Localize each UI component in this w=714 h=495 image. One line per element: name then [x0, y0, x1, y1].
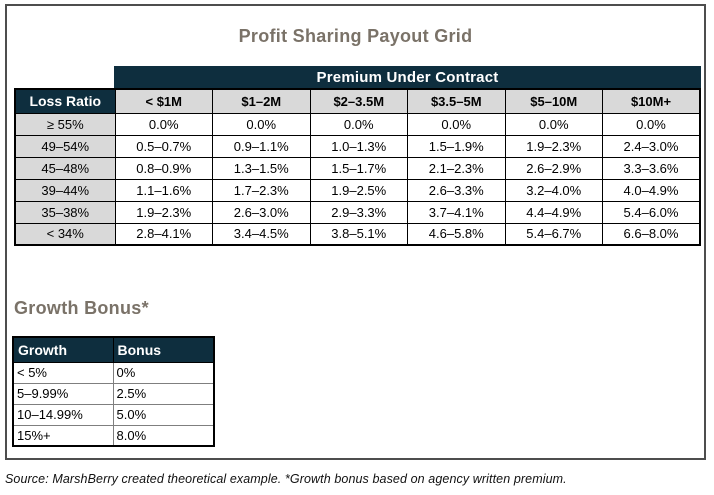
payout-cell: 2.8–4.1%	[115, 223, 213, 245]
source-note: Source: MarshBerry created theoretical example. *Growth bonus based on agency written premium.	[5, 472, 567, 486]
growth-row	[13, 362, 214, 383]
payout-cell: 5.4–6.7%	[505, 223, 603, 245]
payout-cell: 0.0%	[603, 113, 701, 135]
payout-cell: 1.9–2.3%	[115, 201, 213, 223]
premium-column-header: $2–3.5M	[310, 89, 408, 113]
growth-range-cell: 15%+	[13, 425, 113, 446]
payout-cell: 3.8–5.1%	[310, 223, 408, 245]
payout-cell: 2.1–2.3%	[408, 157, 506, 179]
payout-cell: 3.7–4.1%	[408, 201, 506, 223]
payout-row	[15, 157, 700, 179]
growth-range-cell: 5–9.99%	[13, 383, 113, 404]
growth-bonus-cell: 2.5%	[113, 383, 214, 404]
payout-row	[15, 113, 700, 135]
payout-row	[15, 201, 700, 223]
payout-cell: 2.4–3.0%	[603, 135, 701, 157]
loss-ratio-row-label: 35–38%	[15, 201, 115, 223]
growth-row	[13, 383, 214, 404]
premium-column-header: $5–10M	[505, 89, 603, 113]
payout-cell: 0.9–1.1%	[213, 135, 311, 157]
payout-cell: 0.0%	[505, 113, 603, 135]
growth-bonus-cell: 0%	[113, 362, 214, 383]
loss-ratio-header: Loss Ratio	[15, 89, 115, 113]
payout-cell: 4.0–4.9%	[603, 179, 701, 201]
growth-column-header: Bonus	[113, 337, 214, 362]
payout-cell: 0.0%	[408, 113, 506, 135]
payout-cell: 0.0%	[115, 113, 213, 135]
growth-row	[13, 404, 214, 425]
payout-cell: 2.9–3.3%	[310, 201, 408, 223]
premium-column-header: $10M+	[603, 89, 701, 113]
payout-cell: 1.1–1.6%	[115, 179, 213, 201]
growth-bonus-table	[12, 336, 215, 447]
payout-cell: 0.8–0.9%	[115, 157, 213, 179]
growth-row	[13, 425, 214, 446]
payout-cell: 0.0%	[213, 113, 311, 135]
loss-ratio-row-label: < 34%	[15, 223, 115, 245]
payout-row	[15, 179, 700, 201]
payout-cell: 6.6–8.0%	[603, 223, 701, 245]
payout-cell: 5.4–6.0%	[603, 201, 701, 223]
loss-ratio-row-label: 39–44%	[15, 179, 115, 201]
payout-row	[15, 135, 700, 157]
payout-header-row	[15, 89, 700, 113]
payout-grid-table	[14, 88, 701, 246]
payout-cell: 2.6–3.0%	[213, 201, 311, 223]
page-title: Profit Sharing Payout Grid	[238, 26, 473, 46]
loss-ratio-row-label: 45–48%	[15, 157, 115, 179]
payout-cell: 1.9–2.5%	[310, 179, 408, 201]
growth-bonus-heading: Growth Bonus*	[14, 298, 149, 318]
loss-ratio-row-label: ≥ 55%	[15, 113, 115, 135]
loss-ratio-row-label: 49–54%	[15, 135, 115, 157]
payout-cell: 4.4–4.9%	[505, 201, 603, 223]
payout-cell: 1.9–2.3%	[505, 135, 603, 157]
payout-cell: 1.5–1.9%	[408, 135, 506, 157]
payout-cell: 1.0–1.3%	[310, 135, 408, 157]
payout-row	[15, 223, 700, 245]
payout-cell: 0.5–0.7%	[115, 135, 213, 157]
figure-container	[5, 4, 706, 460]
payout-cell: 3.2–4.0%	[505, 179, 603, 201]
payout-cell: 1.5–1.7%	[310, 157, 408, 179]
growth-bonus-cell: 8.0%	[113, 425, 214, 446]
payout-cell: 2.6–3.3%	[408, 179, 506, 201]
payout-cell: 2.6–2.9%	[505, 157, 603, 179]
growth-header-row	[13, 337, 214, 362]
payout-cell: 3.4–4.5%	[213, 223, 311, 245]
premium-column-header: $1–2M	[213, 89, 311, 113]
growth-bonus-cell: 5.0%	[113, 404, 214, 425]
payout-cell: 0.0%	[310, 113, 408, 135]
premium-column-header: < $1M	[115, 89, 213, 113]
premium-under-contract-header: Premium Under Contract	[114, 66, 701, 88]
growth-range-cell: 10–14.99%	[13, 404, 113, 425]
payout-cell: 1.3–1.5%	[213, 157, 311, 179]
premium-column-header: $3.5–5M	[408, 89, 506, 113]
growth-range-cell: < 5%	[13, 362, 113, 383]
payout-cell: 3.3–3.6%	[603, 157, 701, 179]
payout-cell: 4.6–5.8%	[408, 223, 506, 245]
payout-cell: 1.7–2.3%	[213, 179, 311, 201]
growth-column-header: Growth	[13, 337, 113, 362]
